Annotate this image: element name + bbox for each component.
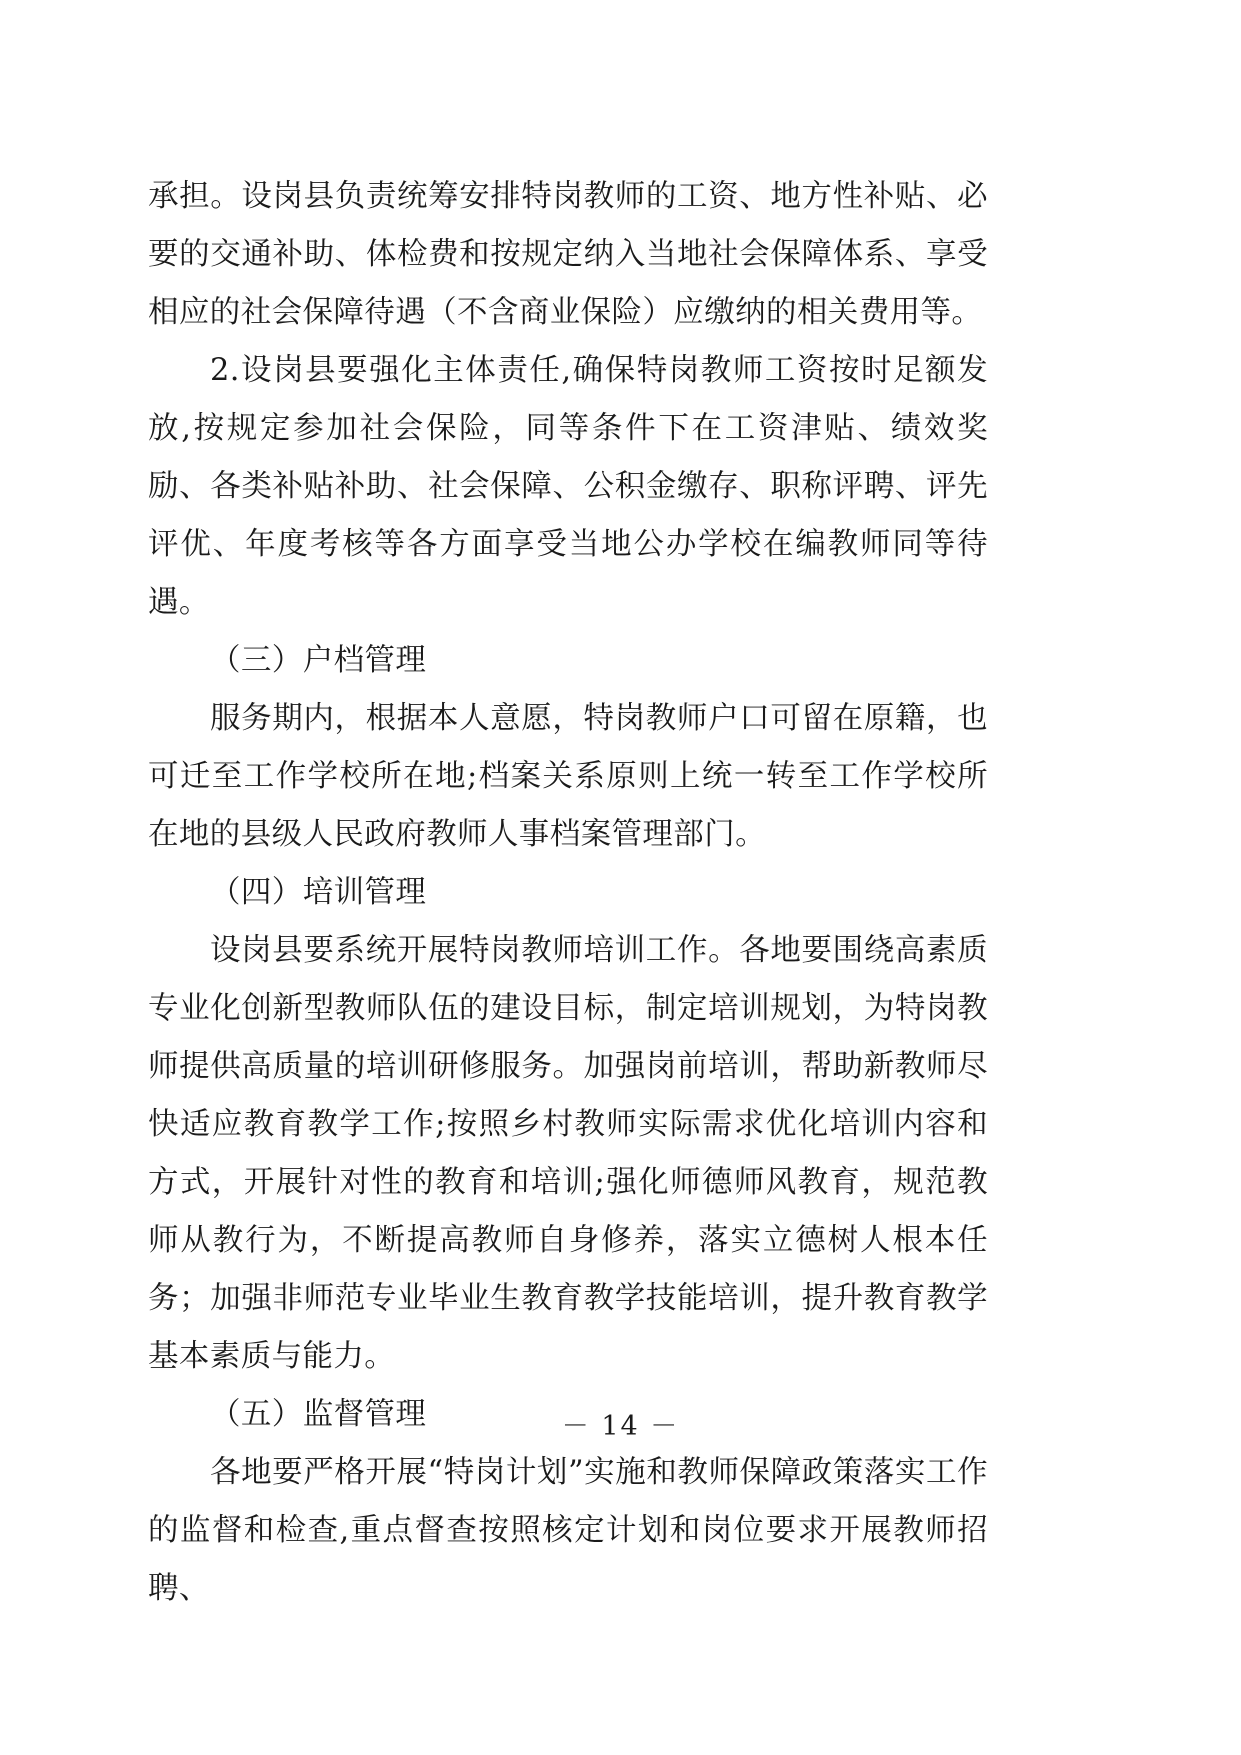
- page-body: [148, 168, 988, 1618]
- paragraph-item-2-salary: 2.设岗县要强化主体责任,确保特岗教师工资按时足额发放,按规定参加社会保险，同等条件下在工资津贴、绩效奖励、各类补贴补助、社会保障、公积金缴存、职称评聘、评先评优、年度考核等各方面享受当地公办学校在编教师同等待遇。: [148, 353, 988, 620]
- paragraph-training-management: 设岗县要系统开展特岗教师培训工作。各地要围绕高素质专业化创新型教师队伍的建设目标，制定培训规划，为特岗教师提供高质量的培训研修服务。加强岗前培训，帮助新教师尽快适应教育教学工作;按照乡村教师实际需求优化培训内容和方式，开展针对性的教育和培训;强化师德师风教育，规范教师从教行为，不断提高教师自身修养，落实立德树人根本任务；加强非师范专业毕业生教育教学技能培训，提升教育教学基本素质与能力。: [148, 933, 988, 1374]
- heading-section-five: （五）监督管理: [210, 1397, 427, 1432]
- page-footer: [0, 1404, 1241, 1443]
- paragraph-supervision-management: 各地要严格开展“特岗计划”实施和教师保障政策落实工作的监督和检查,重点督查按照核定计划和岗位要求开展教师招聘、: [148, 1455, 988, 1606]
- page-number: － 14 －: [561, 1411, 680, 1442]
- paragraph-funding-responsibility: 承担。设岗县负责统筹安排特岗教师的工资、地方性补贴、必要的交通补助、体检费和按规定纳入当地社会保障体系、享受相应的社会保障待遇（不含商业保险）应缴纳的相关费用等。: [148, 179, 988, 330]
- heading-section-three: （三）户档管理: [210, 643, 427, 678]
- heading-section-four: （四）培训管理: [210, 875, 427, 910]
- paragraph-household-file-management: 服务期内，根据本人意愿，特岗教师户口可留在原籍，也可迁至工作学校所在地;档案关系原则上统一转至工作学校所在地的县级人民政府教师人事档案管理部门。: [148, 701, 988, 852]
